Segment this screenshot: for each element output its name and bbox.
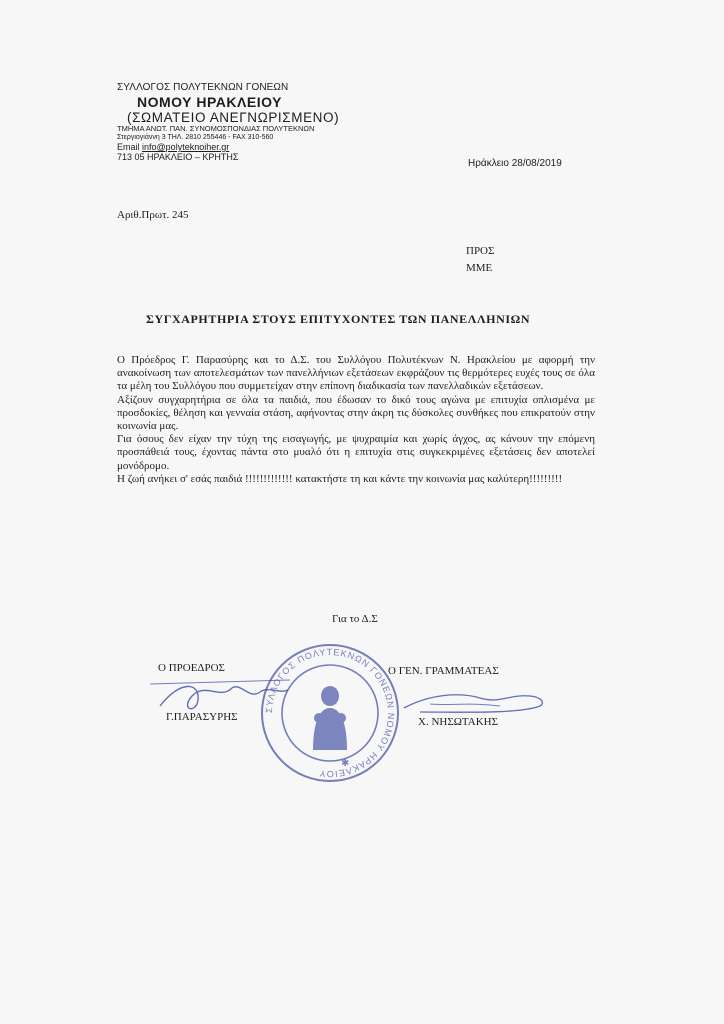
letter-date: Ηράκλειο 28/08/2019	[468, 158, 562, 169]
letterhead-address-phone: Στεργιογιάννη 3 ΤΗΛ. 2810 255446 - FAX 310-560	[117, 133, 274, 141]
recipient-block	[466, 243, 494, 276]
letterhead-postal: 713 05 ΗΡΑΚΛΕΙΟ – ΚΡΗΤΗΣ	[117, 152, 239, 163]
letter-body	[117, 354, 595, 486]
recipient-to: ΠΡΟΣ	[466, 245, 495, 257]
president-signature	[140, 670, 290, 720]
letterhead-email	[117, 142, 339, 152]
president-name: Γ.ΠΑΡΑΣΥΡΗΣ	[166, 711, 238, 723]
letterhead-prefecture: ΝΟΜΟΥ ΗΡΑΚΛΕΙΟΥ	[137, 93, 282, 110]
body-paragraph-1: Ο Πρόεδρος Γ. Παρασύρης και το Δ.Σ. του Συλλόγου Πολυτέκνων Ν. Ηρακλείου με αφορμή την ανακοίνωση των αποτελεσμάτων των πανελλήνιων εξετάσεων εκφράζουν τις θερμότερες ευχές τους σε όλα τα μέλη του Συλλόγου που συμμετείχαν στην επίπονη διαδικασία των πανελλαδικών εξετάσεων.	[117, 354, 595, 393]
stamp-star-icon: ✱	[341, 758, 350, 769]
letterhead	[117, 82, 339, 162]
secretary-name: Χ. ΝΗΣΩΤΑΚΗΣ	[418, 716, 498, 728]
protocol-number: Αριθ.Πρωτ. 245	[117, 209, 189, 221]
body-paragraph-4: Η ζωή ανήκει σ' εσάς παιδιά !!!!!!!!!!!!! κατακτήστε τη και κάντε την κοινωνία μας καλύτερη!!!!!!!!!	[117, 472, 563, 485]
president-role: Ο ΠΡΟΕΔΡΟΣ	[158, 662, 225, 674]
body-paragraph-2: Αξίζουν συγχαρητήρια σε όλα τα παιδιά, που έδωσαν το δικό τους αγώνα με επιτυχία οπλισμένα με προσδοκίες, θέληση και γενναία στάση, αφήνοντας στην άκρη τις δύσκολες συνθήκες που επικρατούν στην κοινωνία μας.	[117, 393, 595, 433]
recipient-name: ΜΜΕ	[466, 261, 493, 274]
email-link[interactable]: info@polyteknoiher.gr	[142, 141, 230, 152]
stamp-emblem-icon	[313, 686, 347, 750]
letter-title: ΣΥΓΧΑΡΗΤΗΡΙΑ ΣΤΟΥΣ ΕΠΙΤΥΧΟΝΤΕΣ ΤΩΝ ΠΑΝΕΛΛΗΝΙΩΝ	[146, 312, 531, 326]
body-paragraph-3: Για όσους δεν είχαν την τύχη της εισαγωγής, με ψυχραιμία και χωρίς άγχος, ας κάνουν την επόμενη προσπάθειά τους, έχοντας πάντα στο μυαλό ότι η επιτυχία στις συγκεκριμένες εξετάσεις δεν αποτελεί μονόδρομο.	[117, 433, 595, 472]
email-label: Email	[117, 141, 140, 152]
letterhead-department: ΤΜΗΜΑ ΑΝΩΤ. ΠΑΝ. ΣΥΝΟΜΟΣΠΟΝΔΙΑΣ ΠΟΛΥΤΕΚΝΩΝ	[117, 124, 315, 134]
secretary-signature	[400, 686, 550, 722]
signoff-line: Για το Δ.Σ	[332, 613, 378, 625]
letterhead-association-name: ΣΥΛΛΟΓΟΣ ΠΟΛΥΤΕΚΝΩΝ ΓΟΝΕΩΝ	[117, 82, 289, 93]
stamp-ring-text: ΣΥΛΛΟΓΟΣ ΠΟΛΥΤΕΚΝΩΝ ΓΟΝΕΩΝ ΝΟΜΟΥ ΗΡΑΚΛΕΙΟΥ	[263, 646, 397, 780]
letterhead-status: (ΣΩΜΑΤΕΙΟ ΑΝΕΓΝΩΡΙΣΜΕΝΟ)	[127, 109, 340, 125]
secretary-role: Ο ΓΕΝ. ΓΡΑΜΜΑΤΕΑΣ	[388, 665, 499, 677]
